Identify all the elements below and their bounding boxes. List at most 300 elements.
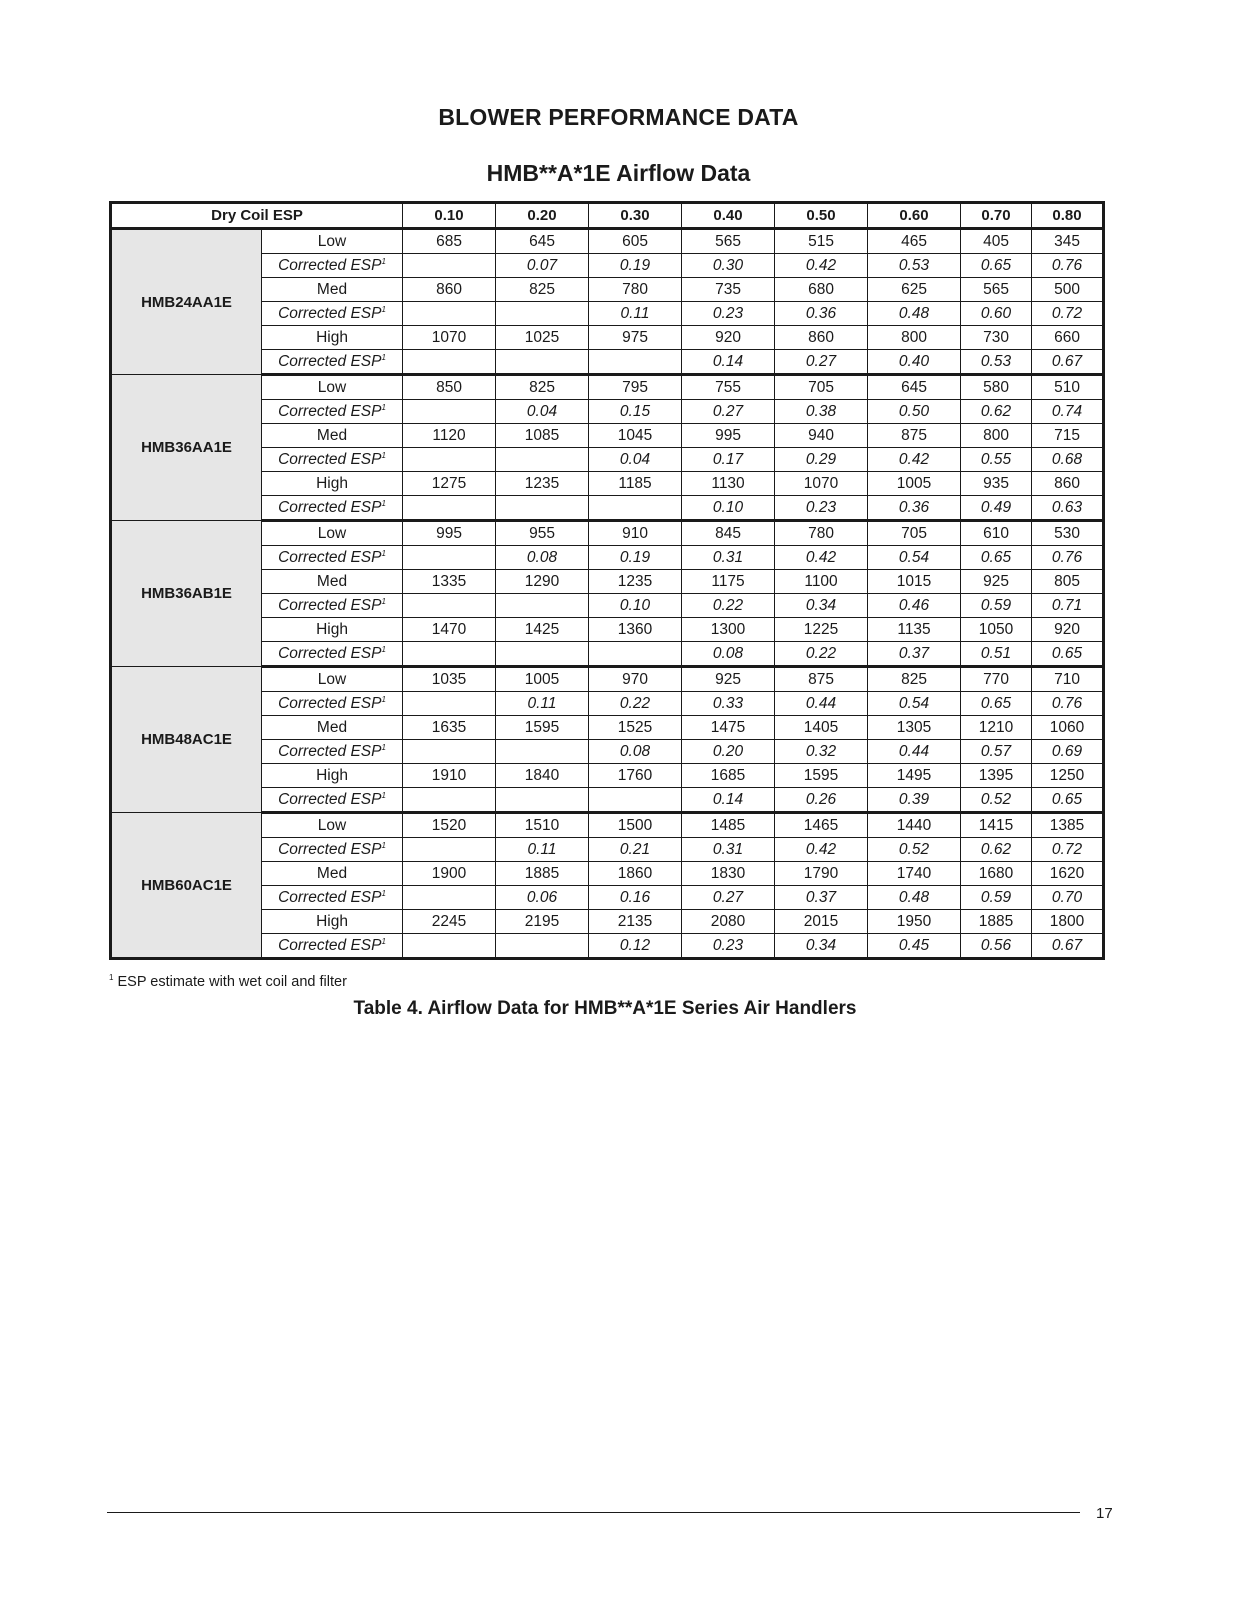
corrected-esp-value: 0.76 bbox=[1032, 546, 1104, 570]
corrected-esp-value: 0.65 bbox=[1032, 788, 1104, 813]
footnote-marker: 1 bbox=[109, 973, 114, 983]
corrected-esp-value: 0.65 bbox=[961, 546, 1032, 570]
airflow-value: 1595 bbox=[496, 716, 589, 740]
airflow-value: 1525 bbox=[589, 716, 682, 740]
blower-speed-label: Low bbox=[262, 521, 403, 546]
corrected-esp-label bbox=[262, 788, 403, 813]
corrected-esp-value: 0.27 bbox=[682, 400, 775, 424]
airflow-value: 1300 bbox=[682, 618, 775, 642]
corrected-esp-value: 0.57 bbox=[961, 740, 1032, 764]
corrected-esp-label bbox=[262, 496, 403, 521]
blower-speed-label: Low bbox=[262, 813, 403, 838]
corrected-esp-value bbox=[589, 642, 682, 667]
blower-speed-label: Low bbox=[262, 375, 403, 400]
corrected-esp-value bbox=[403, 400, 496, 424]
corrected-esp-label bbox=[262, 642, 403, 667]
corrected-esp-value: 0.04 bbox=[589, 448, 682, 472]
corrected-esp-value: 0.42 bbox=[868, 448, 961, 472]
table-title: HMB**A*1E Airflow Data bbox=[486, 160, 751, 186]
airflow-value: 405 bbox=[961, 229, 1032, 254]
footnote-ref-marker: 1 bbox=[381, 450, 386, 460]
corrected-esp-value: 0.23 bbox=[682, 934, 775, 959]
airflow-value: 1470 bbox=[403, 618, 496, 642]
airflow-value: 1425 bbox=[496, 618, 589, 642]
blower-speed-label: Med bbox=[262, 862, 403, 886]
airflow-value: 825 bbox=[496, 278, 589, 302]
corrected-esp-value: 0.10 bbox=[682, 496, 775, 521]
corrected-esp-value: 0.48 bbox=[868, 886, 961, 910]
airflow-value: 925 bbox=[961, 570, 1032, 594]
airflow-value: 1910 bbox=[403, 764, 496, 788]
footnote-ref-marker: 1 bbox=[381, 256, 386, 266]
airflow-value: 1950 bbox=[868, 910, 961, 934]
airflow-value: 1120 bbox=[403, 424, 496, 448]
airflow-value: 565 bbox=[682, 229, 775, 254]
footnote-ref-marker: 1 bbox=[381, 402, 386, 412]
header-dry-coil-esp: Dry Coil ESP bbox=[111, 203, 403, 229]
footnote-ref-marker: 1 bbox=[381, 352, 386, 362]
airflow-value: 580 bbox=[961, 375, 1032, 400]
corrected-esp-value bbox=[496, 642, 589, 667]
corrected-esp-value: 0.48 bbox=[868, 302, 961, 326]
corrected-esp-value bbox=[496, 350, 589, 375]
airflow-value: 825 bbox=[868, 667, 961, 692]
corrected-esp-value: 0.22 bbox=[589, 692, 682, 716]
airflow-value: 1520 bbox=[403, 813, 496, 838]
corrected-esp-value: 0.72 bbox=[1032, 302, 1104, 326]
corrected-esp-value bbox=[403, 302, 496, 326]
page-number: 17 bbox=[1096, 1505, 1113, 1522]
corrected-esp-value: 0.26 bbox=[775, 788, 868, 813]
footnote bbox=[109, 974, 347, 990]
corrected-esp-value: 0.65 bbox=[1032, 642, 1104, 667]
airflow-value: 1290 bbox=[496, 570, 589, 594]
corrected-esp-value bbox=[589, 350, 682, 375]
corrected-esp-value: 0.55 bbox=[961, 448, 1032, 472]
corrected-esp-value bbox=[403, 350, 496, 375]
corrected-esp-value: 0.52 bbox=[868, 838, 961, 862]
airflow-value: 1045 bbox=[589, 424, 682, 448]
airflow-value: 1005 bbox=[868, 472, 961, 496]
corrected-esp-value bbox=[403, 788, 496, 813]
airflow-value: 770 bbox=[961, 667, 1032, 692]
airflow-value: 730 bbox=[961, 326, 1032, 350]
airflow-value: 515 bbox=[775, 229, 868, 254]
header-esp-column: 0.10 bbox=[403, 203, 496, 229]
airflow-value: 1210 bbox=[961, 716, 1032, 740]
corrected-esp-value: 0.34 bbox=[775, 594, 868, 618]
corrected-esp-value: 0.10 bbox=[589, 594, 682, 618]
corrected-esp-text: Corrected ESP bbox=[278, 936, 382, 954]
airflow-value: 500 bbox=[1032, 278, 1104, 302]
corrected-esp-value: 0.44 bbox=[775, 692, 868, 716]
corrected-esp-value bbox=[496, 448, 589, 472]
airflow-value: 995 bbox=[682, 424, 775, 448]
corrected-esp-value: 0.08 bbox=[496, 546, 589, 570]
airflow-value: 565 bbox=[961, 278, 1032, 302]
corrected-esp-value: 0.34 bbox=[775, 934, 868, 959]
corrected-esp-value: 0.68 bbox=[1032, 448, 1104, 472]
corrected-esp-value: 0.08 bbox=[589, 740, 682, 764]
corrected-esp-value: 0.42 bbox=[775, 546, 868, 570]
corrected-esp-label bbox=[262, 546, 403, 570]
airflow-value: 975 bbox=[589, 326, 682, 350]
corrected-esp-value: 0.65 bbox=[961, 692, 1032, 716]
airflow-value: 685 bbox=[403, 229, 496, 254]
footnote-ref-marker: 1 bbox=[381, 840, 386, 850]
section-title: BLOWER PERFORMANCE DATA bbox=[438, 104, 799, 130]
footer-rule bbox=[107, 1512, 1080, 1513]
table-row bbox=[111, 375, 1104, 400]
corrected-esp-text: Corrected ESP bbox=[278, 498, 382, 516]
corrected-esp-value: 0.17 bbox=[682, 448, 775, 472]
corrected-esp-text: Corrected ESP bbox=[278, 644, 382, 662]
airflow-value: 610 bbox=[961, 521, 1032, 546]
corrected-esp-value: 0.14 bbox=[682, 788, 775, 813]
airflow-value: 1740 bbox=[868, 862, 961, 886]
corrected-esp-value: 0.08 bbox=[682, 642, 775, 667]
footnote-ref-marker: 1 bbox=[381, 548, 386, 558]
corrected-esp-value: 0.67 bbox=[1032, 934, 1104, 959]
airflow-value: 1635 bbox=[403, 716, 496, 740]
corrected-esp-value: 0.70 bbox=[1032, 886, 1104, 910]
airflow-value: 800 bbox=[868, 326, 961, 350]
corrected-esp-text: Corrected ESP bbox=[278, 790, 382, 808]
airflow-value: 1680 bbox=[961, 862, 1032, 886]
corrected-esp-value: 0.44 bbox=[868, 740, 961, 764]
corrected-esp-value: 0.60 bbox=[961, 302, 1032, 326]
airflow-value: 1395 bbox=[961, 764, 1032, 788]
airflow-value: 660 bbox=[1032, 326, 1104, 350]
corrected-esp-value: 0.74 bbox=[1032, 400, 1104, 424]
corrected-esp-value: 0.59 bbox=[961, 594, 1032, 618]
corrected-esp-value bbox=[589, 788, 682, 813]
airflow-value: 2245 bbox=[403, 910, 496, 934]
corrected-esp-label bbox=[262, 886, 403, 910]
blower-speed-label: Med bbox=[262, 716, 403, 740]
corrected-esp-label bbox=[262, 692, 403, 716]
corrected-esp-text: Corrected ESP bbox=[278, 742, 382, 760]
corrected-esp-value: 0.11 bbox=[496, 838, 589, 862]
model-name: HMB48AC1E bbox=[111, 667, 262, 813]
airflow-value: 1500 bbox=[589, 813, 682, 838]
corrected-esp-value: 0.23 bbox=[775, 496, 868, 521]
airflow-value: 625 bbox=[868, 278, 961, 302]
corrected-esp-value: 0.54 bbox=[868, 546, 961, 570]
airflow-value: 920 bbox=[1032, 618, 1104, 642]
model-name: HMB36AB1E bbox=[111, 521, 262, 667]
corrected-esp-value: 0.37 bbox=[868, 642, 961, 667]
airflow-value: 1130 bbox=[682, 472, 775, 496]
corrected-esp-value bbox=[496, 496, 589, 521]
airflow-value: 1840 bbox=[496, 764, 589, 788]
airflow-value: 1035 bbox=[403, 667, 496, 692]
corrected-esp-value: 0.49 bbox=[961, 496, 1032, 521]
airflow-value: 1800 bbox=[1032, 910, 1104, 934]
corrected-esp-text: Corrected ESP bbox=[278, 694, 382, 712]
corrected-esp-label bbox=[262, 594, 403, 618]
corrected-esp-value: 0.71 bbox=[1032, 594, 1104, 618]
blower-speed-label: Med bbox=[262, 278, 403, 302]
airflow-value: 1685 bbox=[682, 764, 775, 788]
corrected-esp-text: Corrected ESP bbox=[278, 304, 382, 322]
header-esp-column: 0.70 bbox=[961, 203, 1032, 229]
corrected-esp-value: 0.31 bbox=[682, 546, 775, 570]
corrected-esp-value: 0.15 bbox=[589, 400, 682, 424]
airflow-value: 645 bbox=[868, 375, 961, 400]
corrected-esp-value: 0.40 bbox=[868, 350, 961, 375]
airflow-value: 780 bbox=[589, 278, 682, 302]
blower-speed-label: High bbox=[262, 472, 403, 496]
corrected-esp-text: Corrected ESP bbox=[278, 840, 382, 858]
corrected-esp-text: Corrected ESP bbox=[278, 548, 382, 566]
airflow-value: 715 bbox=[1032, 424, 1104, 448]
airflow-value: 1510 bbox=[496, 813, 589, 838]
corrected-esp-value: 0.72 bbox=[1032, 838, 1104, 862]
corrected-esp-value bbox=[403, 546, 496, 570]
footnote-ref-marker: 1 bbox=[381, 304, 386, 314]
airflow-value: 800 bbox=[961, 424, 1032, 448]
airflow-value: 795 bbox=[589, 375, 682, 400]
corrected-esp-label bbox=[262, 350, 403, 375]
footnote-ref-marker: 1 bbox=[381, 644, 386, 654]
corrected-esp-value: 0.62 bbox=[961, 400, 1032, 424]
airflow-value: 530 bbox=[1032, 521, 1104, 546]
airflow-value: 1385 bbox=[1032, 813, 1104, 838]
corrected-esp-value: 0.52 bbox=[961, 788, 1032, 813]
airflow-value: 1175 bbox=[682, 570, 775, 594]
footnote-ref-marker: 1 bbox=[381, 790, 386, 800]
blower-speed-label: Low bbox=[262, 229, 403, 254]
corrected-esp-value bbox=[403, 934, 496, 959]
airflow-value: 1485 bbox=[682, 813, 775, 838]
blower-speed-label: Med bbox=[262, 424, 403, 448]
corrected-esp-value bbox=[403, 886, 496, 910]
airflow-value: 780 bbox=[775, 521, 868, 546]
airflow-value: 1465 bbox=[775, 813, 868, 838]
corrected-esp-value: 0.63 bbox=[1032, 496, 1104, 521]
corrected-esp-value: 0.16 bbox=[589, 886, 682, 910]
corrected-esp-value: 0.14 bbox=[682, 350, 775, 375]
corrected-esp-value: 0.33 bbox=[682, 692, 775, 716]
footnote-text: ESP estimate with wet coil and filter bbox=[117, 974, 347, 990]
corrected-esp-value: 0.54 bbox=[868, 692, 961, 716]
airflow-value: 705 bbox=[775, 375, 868, 400]
airflow-value: 1025 bbox=[496, 326, 589, 350]
airflow-value: 1595 bbox=[775, 764, 868, 788]
airflow-value: 1360 bbox=[589, 618, 682, 642]
airflow-value: 345 bbox=[1032, 229, 1104, 254]
airflow-value: 1760 bbox=[589, 764, 682, 788]
header-esp-column: 0.80 bbox=[1032, 203, 1104, 229]
table-caption: Table 4. Airflow Data for HMB**A*1E Series Air Handlers bbox=[353, 998, 857, 1019]
corrected-esp-value: 0.42 bbox=[775, 254, 868, 278]
blower-speed-label: High bbox=[262, 764, 403, 788]
corrected-esp-value: 0.27 bbox=[682, 886, 775, 910]
corrected-esp-label bbox=[262, 254, 403, 278]
airflow-value: 1015 bbox=[868, 570, 961, 594]
airflow-value: 1415 bbox=[961, 813, 1032, 838]
airflow-value: 1185 bbox=[589, 472, 682, 496]
airflow-value: 1275 bbox=[403, 472, 496, 496]
airflow-value: 940 bbox=[775, 424, 868, 448]
airflow-value: 875 bbox=[775, 667, 868, 692]
airflow-value: 1070 bbox=[775, 472, 868, 496]
corrected-esp-value bbox=[403, 448, 496, 472]
airflow-value: 825 bbox=[496, 375, 589, 400]
footnote-ref-marker: 1 bbox=[381, 742, 386, 752]
corrected-esp-value: 0.39 bbox=[868, 788, 961, 813]
corrected-esp-value bbox=[496, 788, 589, 813]
airflow-value: 1335 bbox=[403, 570, 496, 594]
header-esp-column: 0.50 bbox=[775, 203, 868, 229]
corrected-esp-value: 0.04 bbox=[496, 400, 589, 424]
corrected-esp-value bbox=[403, 254, 496, 278]
airflow-value: 1405 bbox=[775, 716, 868, 740]
corrected-esp-value: 0.37 bbox=[775, 886, 868, 910]
airflow-value: 860 bbox=[775, 326, 868, 350]
airflow-value: 1885 bbox=[961, 910, 1032, 934]
corrected-esp-value: 0.51 bbox=[961, 642, 1032, 667]
corrected-esp-value: 0.67 bbox=[1032, 350, 1104, 375]
corrected-esp-value bbox=[403, 740, 496, 764]
corrected-esp-value: 0.62 bbox=[961, 838, 1032, 862]
airflow-value: 680 bbox=[775, 278, 868, 302]
corrected-esp-value: 0.36 bbox=[868, 496, 961, 521]
table-header-row bbox=[111, 203, 1104, 229]
airflow-value: 1495 bbox=[868, 764, 961, 788]
airflow-value: 2135 bbox=[589, 910, 682, 934]
corrected-esp-text: Corrected ESP bbox=[278, 596, 382, 614]
table-row bbox=[111, 521, 1104, 546]
corrected-esp-value bbox=[496, 934, 589, 959]
airflow-table bbox=[109, 201, 1105, 960]
corrected-esp-label bbox=[262, 400, 403, 424]
airflow-value: 1060 bbox=[1032, 716, 1104, 740]
corrected-esp-value bbox=[496, 302, 589, 326]
corrected-esp-value: 0.46 bbox=[868, 594, 961, 618]
blower-speed-label: Low bbox=[262, 667, 403, 692]
airflow-value: 1900 bbox=[403, 862, 496, 886]
airflow-value: 1005 bbox=[496, 667, 589, 692]
airflow-value: 1790 bbox=[775, 862, 868, 886]
corrected-esp-value bbox=[496, 594, 589, 618]
corrected-esp-value: 0.06 bbox=[496, 886, 589, 910]
corrected-esp-value: 0.76 bbox=[1032, 692, 1104, 716]
corrected-esp-value bbox=[403, 496, 496, 521]
corrected-esp-text: Corrected ESP bbox=[278, 352, 382, 370]
airflow-value: 1885 bbox=[496, 862, 589, 886]
corrected-esp-value: 0.22 bbox=[775, 642, 868, 667]
footnote-ref-marker: 1 bbox=[381, 498, 386, 508]
model-name: HMB24AA1E bbox=[111, 229, 262, 375]
airflow-value: 1250 bbox=[1032, 764, 1104, 788]
corrected-esp-value: 0.42 bbox=[775, 838, 868, 862]
footnote-ref-marker: 1 bbox=[381, 888, 386, 898]
footnote-ref-marker: 1 bbox=[381, 936, 386, 946]
corrected-esp-value: 0.07 bbox=[496, 254, 589, 278]
corrected-esp-value: 0.23 bbox=[682, 302, 775, 326]
corrected-esp-value: 0.53 bbox=[868, 254, 961, 278]
airflow-value: 705 bbox=[868, 521, 961, 546]
table-row bbox=[111, 229, 1104, 254]
airflow-value: 1135 bbox=[868, 618, 961, 642]
corrected-esp-label bbox=[262, 838, 403, 862]
corrected-esp-value: 0.12 bbox=[589, 934, 682, 959]
airflow-value: 925 bbox=[682, 667, 775, 692]
corrected-esp-value: 0.56 bbox=[961, 934, 1032, 959]
corrected-esp-value: 0.38 bbox=[775, 400, 868, 424]
airflow-value: 2195 bbox=[496, 910, 589, 934]
airflow-value: 850 bbox=[403, 375, 496, 400]
corrected-esp-text: Corrected ESP bbox=[278, 888, 382, 906]
blower-speed-label: High bbox=[262, 618, 403, 642]
airflow-value: 1050 bbox=[961, 618, 1032, 642]
airflow-value: 1085 bbox=[496, 424, 589, 448]
blower-speed-label: High bbox=[262, 910, 403, 934]
corrected-esp-value: 0.19 bbox=[589, 546, 682, 570]
corrected-esp-value bbox=[403, 838, 496, 862]
table-row bbox=[111, 667, 1104, 692]
corrected-esp-value: 0.19 bbox=[589, 254, 682, 278]
header-esp-column: 0.30 bbox=[589, 203, 682, 229]
airflow-value: 1440 bbox=[868, 813, 961, 838]
airflow-value: 645 bbox=[496, 229, 589, 254]
footnote-ref-marker: 1 bbox=[381, 596, 386, 606]
airflow-value: 935 bbox=[961, 472, 1032, 496]
corrected-esp-value: 0.27 bbox=[775, 350, 868, 375]
airflow-value: 920 bbox=[682, 326, 775, 350]
corrected-esp-value: 0.36 bbox=[775, 302, 868, 326]
corrected-esp-value: 0.59 bbox=[961, 886, 1032, 910]
corrected-esp-value bbox=[403, 594, 496, 618]
corrected-esp-text: Corrected ESP bbox=[278, 450, 382, 468]
corrected-esp-value: 0.30 bbox=[682, 254, 775, 278]
header-esp-column: 0.40 bbox=[682, 203, 775, 229]
airflow-value: 875 bbox=[868, 424, 961, 448]
corrected-esp-value: 0.21 bbox=[589, 838, 682, 862]
airflow-value: 1225 bbox=[775, 618, 868, 642]
corrected-esp-value: 0.29 bbox=[775, 448, 868, 472]
airflow-value: 1100 bbox=[775, 570, 868, 594]
corrected-esp-value: 0.20 bbox=[682, 740, 775, 764]
corrected-esp-label bbox=[262, 934, 403, 959]
header-esp-column: 0.20 bbox=[496, 203, 589, 229]
corrected-esp-value bbox=[403, 642, 496, 667]
airflow-value: 1860 bbox=[589, 862, 682, 886]
airflow-value: 860 bbox=[403, 278, 496, 302]
corrected-esp-value: 0.45 bbox=[868, 934, 961, 959]
airflow-value: 710 bbox=[1032, 667, 1104, 692]
blower-speed-label: High bbox=[262, 326, 403, 350]
airflow-value: 735 bbox=[682, 278, 775, 302]
corrected-esp-value: 0.76 bbox=[1032, 254, 1104, 278]
corrected-esp-value: 0.65 bbox=[961, 254, 1032, 278]
airflow-value: 1830 bbox=[682, 862, 775, 886]
airflow-value: 605 bbox=[589, 229, 682, 254]
corrected-esp-value: 0.50 bbox=[868, 400, 961, 424]
header-esp-column: 0.60 bbox=[868, 203, 961, 229]
corrected-esp-value: 0.32 bbox=[775, 740, 868, 764]
corrected-esp-value bbox=[589, 496, 682, 521]
table-row bbox=[111, 813, 1104, 838]
airflow-value: 955 bbox=[496, 521, 589, 546]
corrected-esp-value: 0.22 bbox=[682, 594, 775, 618]
footnote-ref-marker: 1 bbox=[381, 694, 386, 704]
corrected-esp-value: 0.53 bbox=[961, 350, 1032, 375]
corrected-esp-label bbox=[262, 302, 403, 326]
corrected-esp-value: 0.11 bbox=[589, 302, 682, 326]
